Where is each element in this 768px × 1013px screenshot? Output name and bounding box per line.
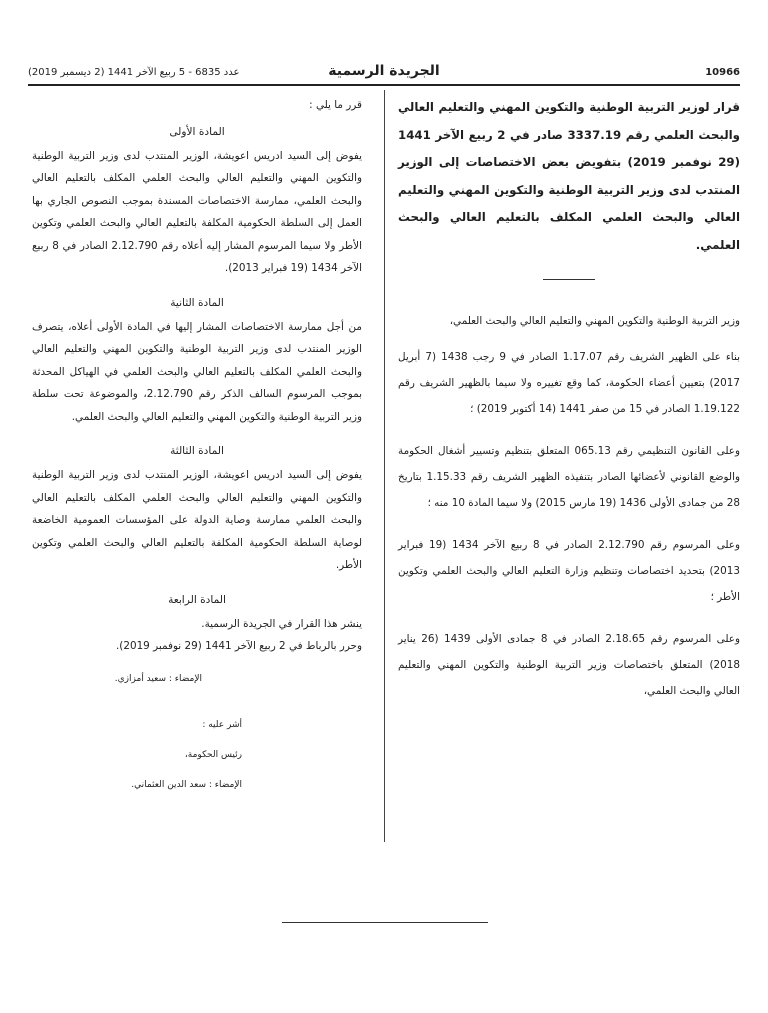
article-heading: المادة الثانية [170, 296, 224, 309]
bottom-divider [282, 922, 488, 923]
article-heading: المادة الرابعة [168, 593, 226, 606]
article-text: من أجل ممارسة الاختصاصات المشار إليها في المادة الأولى أعلاه، يتصرف الوزير المنتدب لدى وزير التربية الوطنية والتكوين المهني والتعليم العالي والبحث العلمي المكلف بالتعليم العالي والبحث العلمي في الهياكل المحدثة بموجب المرسوم السالف الذكر رقم 2.12.790، والموضوعة تحت سلطة وزير التربية الوطنية والتكوين المهني والتعليم العالي والبحث العلمي. [32, 320, 362, 423]
page-header [28, 62, 740, 86]
left-column [32, 94, 362, 800]
article-text: يفوض إلى السيد ادريس اعويشة، الوزير المنتدب لدى وزير التربية الوطنية والتكوين المهني والتعليم العالي والبحث العلمي المكلف بالتعليم العالي والبحث العلمي، ممارسة الاختصاصات المسندة بموجب النصوص الجاري بها العمل إلى السلطة الحكومية المكلفة بالتعليم العالي والبحث العلمي وتكوين الأطر ولا سيما المرسوم المشار إليه أعلاه رقم 2.12.790 الصادر في 8 ربيع الآخر 1434 (19 فبراير 2013). [32, 149, 362, 274]
journal-title: الجريدة الرسمية [328, 63, 440, 79]
preamble-paragraph: وعلى المرسوم رقم 2.12.790 الصادر في 8 ربيع الآخر 1434 (19 فبراير 2013) بتحديد اختصاصات وتنظيم وزارة التعليم العالي والبحث العلمي وتكوين الأطر ؛ [398, 539, 741, 603]
preamble-paragraph: بناء على الظهير الشريف رقم 1.17.07 الصادر في 9 رجب 1438 (7 أبريل 2017) بتعيين أعضاء الحكومة، كما وقع تغييره ولا سيما بالظهير الشريف رقم 1.19.122 الصادر في 15 من صفر 1441 (14 أكتوبر 2019) ؛ [398, 351, 741, 415]
preamble-paragraph: وعلى القانون التنظيمي رقم 065.13 المتعلق بتنظيم وتسيير أشغال الحكومة والوضع القانوني لأعضائها الصادر بتنفيذه الظهير الشريف رقم 1.15.33 بتاريخ 28 من جمادى الأولى 1436 (19 مارس 2015) ولا سيما المادة 10 منه ؛ [398, 445, 740, 509]
countersign-role: رئيس الحكومة، [184, 749, 242, 760]
minister-signature: الإمضاء : سعيد أمزازي. [114, 673, 202, 684]
title-divider [543, 279, 595, 280]
page-number: 10966 [705, 67, 740, 78]
preamble-paragraph: وعلى المرسوم رقم 2.18.65 الصادر في 8 جمادى الأولى 1439 (26 يناير 2018) المتعلق باختصاصات وزير التربية الوطنية والتكوين المهني والتعليم العالي والبحث العلمي، [398, 633, 740, 697]
closing-line: وحرر بالرباط في 2 ربيع الآخر 1441 (29 نوفمبر 2019). [115, 640, 362, 652]
issue-info: عدد 6835 - 5 ربيع الآخر 1441 (2 ديسمبر 2019) [28, 67, 240, 78]
right-column [398, 94, 740, 720]
countersign-signature: الإمضاء : سعد الدين العثماني. [131, 779, 242, 790]
preamble-minister: وزير التربية الوطنية والتكوين المهني والتعليم العالي والبحث العلمي، [449, 315, 740, 327]
article-text: ينشر هذا القرار في الجريدة الرسمية. [201, 617, 362, 630]
countersign-block [32, 710, 242, 800]
decision-intro: قرر ما يلي : [309, 99, 362, 111]
article-heading: المادة الأولى [169, 125, 225, 138]
column-divider [384, 90, 385, 842]
countersign-label: أشر عليه : [202, 719, 242, 730]
article-text: يفوض إلى السيد ادريس اعويشة، الوزير المنتدب لدى وزير التربية الوطنية والتكوين المهني والتعليم العالي والبحث العلمي المكلف بالتعليم العالي والبحث العلمي ممارسة وصاية الدولة على المؤسسات العمومية الخاضعة لوصاية السلطة الحكومية المكلفة بالتعليم العالي والبحث العلمي وتكوين الأطر. [32, 469, 362, 571]
decree-title: قرار لوزير التربية الوطنية والتكوين المهني والتعليم العالي والبحث العلمي رقم 3337.19 صادر في 2 ربيع الآخر 1441 (29 نوفمبر 2019) بتفويض بعض الاختصاصات إلى الوزير المنتدب لدى وزير التربية الوطنية والتكوين المهني والتعليم العالي والبحث العلمي المكلف بالتعليم العالي والبحث العلمي. [398, 100, 741, 252]
article-heading: المادة الثالثة [170, 445, 224, 457]
